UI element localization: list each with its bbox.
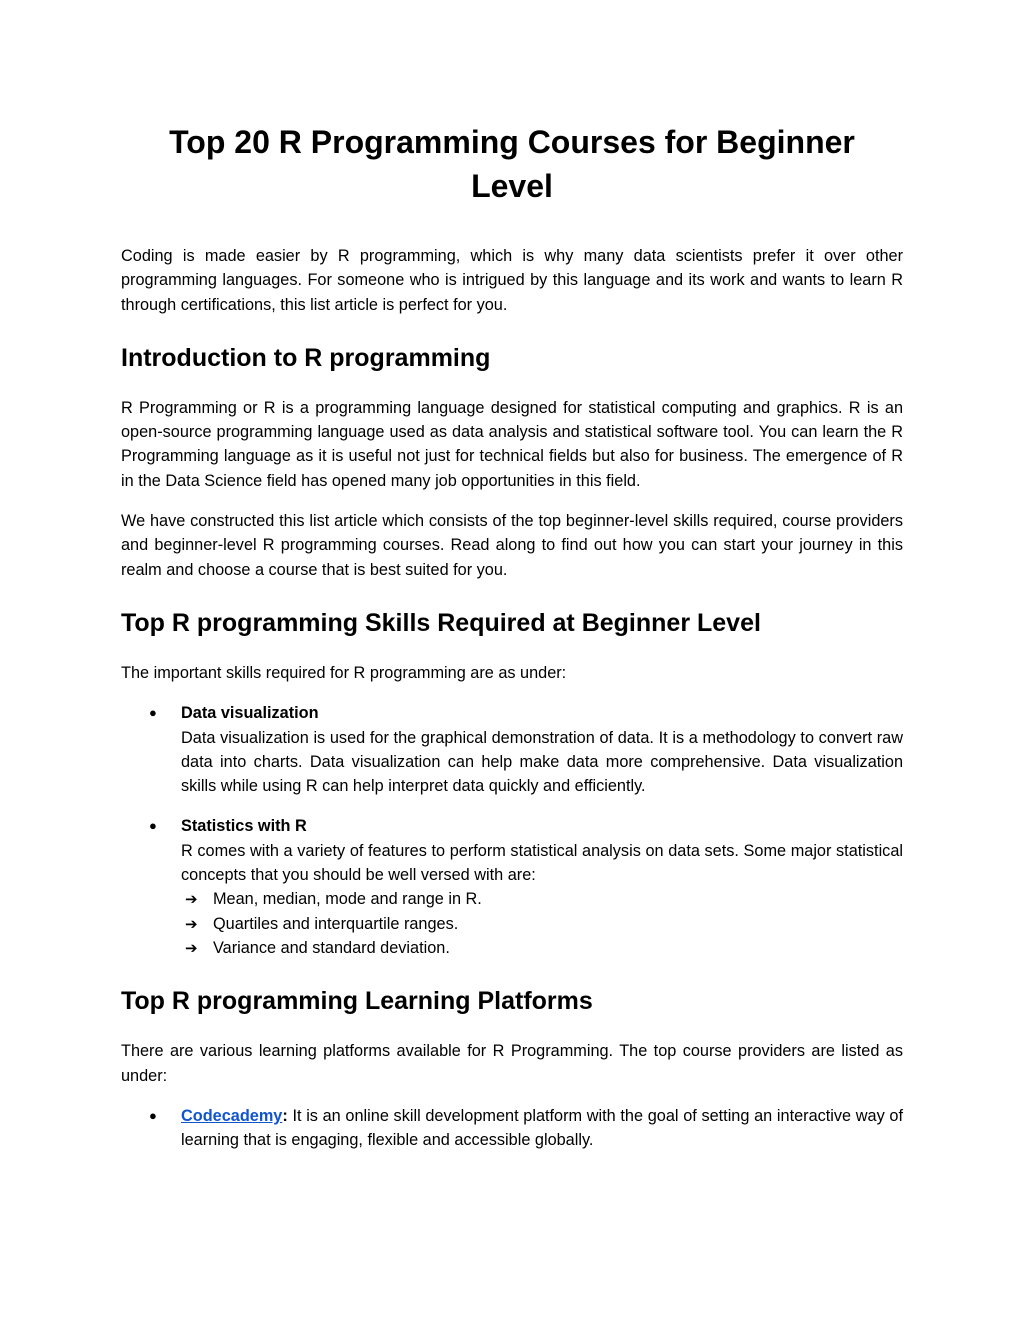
section-heading-skills: Top R programming Skills Required at Beginner Level: [121, 608, 761, 637]
codecademy-link[interactable]: Codecademy: [181, 1106, 283, 1125]
concept-item: [185, 912, 903, 936]
bullet-icon: ●: [149, 705, 157, 721]
skill-item-statistics: [149, 814, 903, 960]
skills-list: [121, 701, 903, 960]
concept-text: Variance and standard deviation.: [213, 938, 450, 957]
skills-lead-paragraph: The important skills required for R programming are as under:: [121, 663, 567, 682]
arrow-right-icon: ➔: [185, 890, 198, 909]
skill-title: Data visualization: [181, 704, 319, 723]
page-title: Top 20 R Programming Courses for Beginner Level: [169, 124, 855, 204]
introduction-paragraph-2: We have constructed this list article which consists of the top beginner-level skills required, course providers and beginner-level R programming courses. Read along to find out how you can start your journey in this realm and choose a course that is best suited for you.: [121, 512, 903, 579]
skill-description: Data visualization is used for the graphical demonstration of data. It is a methodology to convert raw data into charts. Data visualization can help make data more comprehensive. Data visualization skills while using R can help interpret data quickly and efficiently.: [181, 728, 903, 796]
section-heading-introduction: Introduction to R programming: [121, 343, 491, 372]
concept-item: [185, 936, 903, 960]
platform-item-codecademy: [149, 1104, 903, 1153]
bullet-icon: ●: [149, 818, 157, 834]
intro-paragraph: Coding is made easier by R programming, which is why many data scientists prefer it over other programming languages. For someone who is intrigued by this language and its work and wants to learn R through certifications, this list article is perfect for you.: [121, 247, 903, 314]
bullet-icon: ●: [149, 1107, 157, 1123]
concept-text: Mean, median, mode and range in R.: [213, 890, 482, 909]
section-heading-platforms: Top R programming Learning Platforms: [121, 987, 593, 1016]
platforms-list: [121, 1104, 903, 1153]
platforms-lead-paragraph: There are various learning platforms available for R Programming. The top course providers are listed as under:: [121, 1042, 903, 1085]
skill-description: R comes with a variety of features to perform statistical analysis on data sets. Some major statistical concepts that you should be well versed with are:: [181, 841, 903, 885]
arrow-right-icon: ➔: [185, 938, 198, 957]
arrow-right-icon: ➔: [185, 914, 198, 933]
introduction-paragraph-1: R Programming or R is a programming language designed for statistical computing and graphics. R is an open-source programming language used as data analysis and statistical software tool. You can learn the R Programming language as it is useful not just for technical fields but also for business. The emergence of R in the Data Science field has opened many job opportunities in this field.: [121, 398, 903, 490]
platform-colon: :: [282, 1106, 288, 1125]
platform-description: It is an online skill development platform with the goal of setting an interactive way of learning that is engaging, flexible and accessible globally.: [181, 1106, 903, 1150]
statistics-concepts-list: [153, 887, 903, 960]
concept-item: [185, 887, 903, 911]
skill-title: Statistics with R: [181, 817, 307, 836]
skill-item-data-visualization: [149, 701, 903, 798]
concept-text: Quartiles and interquartile ranges.: [213, 914, 459, 933]
